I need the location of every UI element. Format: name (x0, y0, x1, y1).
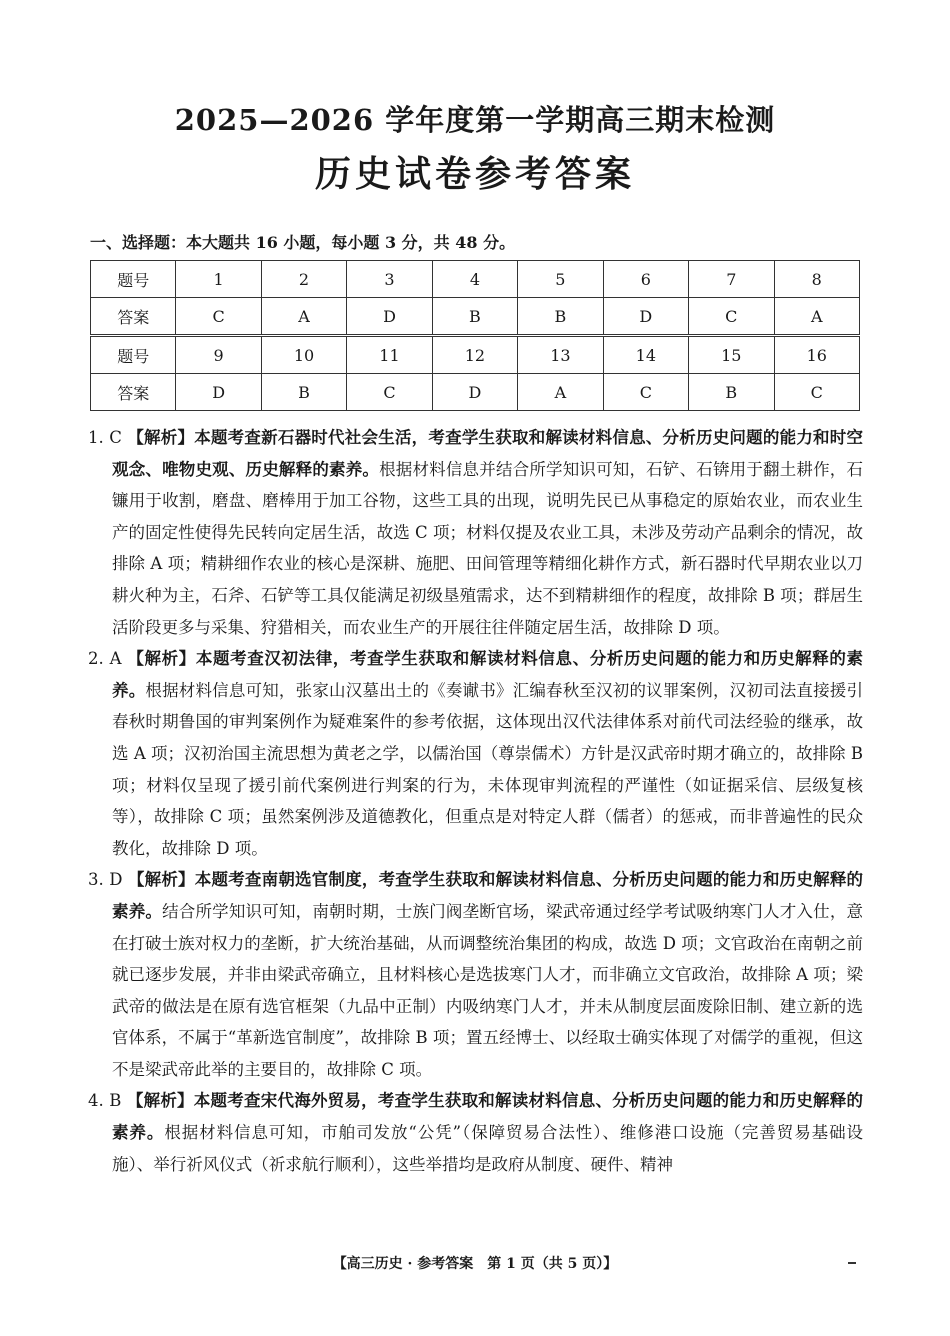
explanations (88, 422, 863, 1180)
section-heading: 一、选择题：本大题共 16 小题，每小题 3 分，共 48 分。 (90, 233, 516, 252)
analysis-label: 【解析】 (127, 649, 196, 669)
explanation-item (88, 643, 863, 864)
answer-cell: C (176, 298, 261, 336)
answer-table (90, 260, 860, 411)
answer-cell: A (261, 298, 346, 336)
analysis-label: 【解析】 (126, 1091, 194, 1111)
analysis-label: 【解析】 (127, 428, 195, 447)
question-number: 1 (176, 261, 261, 298)
table-row (91, 336, 860, 374)
answer-cell: C (347, 374, 432, 411)
question-number: 12 (432, 336, 517, 374)
analysis-body: 结合所学知识可知，南朝时期，士族门阀垄断官场，梁武帝通过经学考试吸纳寒门人才入仕，意在打破士族对权力的垄断，扩大统治基础，从而调整统治集团的构成，故选 D 项；文官政治在南朝之前就已逐步发展，并非由梁武帝确立，且材料核心是选拔寒门人才，而非确立文官政治，故排除 A 项；梁武帝的做法是在原有选官框架（九品中正制）内吸纳寒门人才，并未从制度层面废除旧制、建立新的选官体系，不属于“革新选官制度”，故排除 B 项；置五经博士、以经取士确实体现了对儒学的重视，但这不是梁武帝此举的主要目的，故排除 C 项。 (112, 901, 864, 1079)
analysis-body: 根据材料信息可知，市舶司发放“公凭”（保障贸易合法性）、维修港口设施（完善贸易基础设施）、举行祈风仪式（祈求航行顺利），这些举措均是政府从制度、硬件、精神 (112, 1123, 864, 1174)
row-label-number: 题号 (91, 336, 176, 374)
answer-cell: C (603, 374, 688, 411)
question-number: 15 (689, 336, 774, 374)
answer-cell: B (432, 298, 517, 336)
analysis-lead: 本题考查汉初法律，考查学生获取和解读材料信息、分析历史问题的能力和历史解释的素养。 (112, 649, 864, 700)
answer-cell: D (432, 374, 517, 411)
table-row (91, 298, 860, 336)
answer-cell: D (603, 298, 688, 336)
question-number: 4 (432, 261, 517, 298)
explanation-item (88, 422, 863, 643)
document-title: 历史试卷参考答案 (314, 153, 635, 195)
answer-cell: B (261, 374, 346, 411)
question-number: 9 (176, 336, 261, 374)
corner-mark (848, 1262, 856, 1264)
table-row (91, 374, 860, 411)
question-number: 8 (774, 261, 859, 298)
row-label-answer: 答案 (91, 374, 176, 411)
question-number: 16 (774, 336, 859, 374)
answer-cell: B (689, 374, 774, 411)
analysis-lead: 本题考查宋代海外贸易，考查学生获取和解读材料信息、分析历史问题的能力和历史解释的素养。 (112, 1091, 864, 1143)
answer-cell: B (518, 298, 603, 336)
question-number: 3 (347, 261, 432, 298)
question-number: 13 (518, 336, 603, 374)
answer-cell: A (518, 374, 603, 411)
question-number: 6 (603, 261, 688, 298)
answer-cell: D (176, 374, 261, 411)
question-number: 5 (518, 261, 603, 298)
question-number: 14 (603, 336, 688, 374)
analysis-label: 【解析】 (127, 870, 195, 890)
answer-cell: C (774, 374, 859, 411)
row-label-answer: 答案 (91, 298, 176, 336)
question-number: 11 (347, 336, 432, 374)
question-number: 2 (261, 261, 346, 298)
answer-cell: C (689, 298, 774, 336)
exam-title: 2025—2026 学年度第一学期高三期末检测 (174, 103, 776, 137)
analysis-body: 根据材料信息并结合所学知识可知，石铲、石锛用于翻土耕作，石镰用于收割，磨盘、磨棒用于加工谷物，这些工具的出现，说明先民已从事稳定的原始农业，而农业生产的固定性使得先民转向定居生活，故选 C 项；材料仅提及农业工具，未涉及劳动产品剩余的情况，故排除 A 项；精耕细作农业的核心是深耕、施肥、田间管理等精细化耕作方式，新石器时代早期农业以刀耕火种为主，石斧、石铲等工具仅能满足初级垦殖需求，达不到精耕细作的程度，故排除 B 项；群居生活阶段更多与采集、狩猎相关，而农业生产的开展往往伴随定居生活，故排除 D 项。 (112, 459, 864, 637)
answer-cell: D (347, 298, 432, 336)
explanation-item (88, 864, 863, 1085)
page-footer: 【高三历史 · 参考答案 第 1 页（共 5 页）】 (332, 1256, 618, 1272)
row-label-number: 题号 (91, 261, 176, 298)
analysis-lead: 本题考查南朝选官制度，考查学生获取和解读材料信息、分析历史问题的能力和历史解释的素养。 (112, 870, 864, 921)
question-answer: 4. B (88, 1091, 122, 1111)
explanation-item (88, 1085, 863, 1180)
question-number: 7 (689, 261, 774, 298)
question-answer: 1. C (88, 428, 122, 447)
answer-cell: A (774, 298, 859, 336)
question-answer: 3. D (88, 870, 123, 890)
table-row (91, 261, 860, 298)
analysis-lead: 本题考查新石器时代社会生活，考查学生获取和解读材料信息、分析历史问题的能力和时空观念、唯物史观、历史解释的素养。 (112, 428, 864, 479)
analysis-body: 根据材料信息可知，张家山汉墓出土的《奏谳书》汇编春秋至汉初的议罪案例，汉初司法直接援引春秋时期鲁国的审判案例作为疑难案件的参考依据，这体现出汉代法律体系对前代司法经验的继承，故选 A 项；汉初治国主流思想为黄老之学，以儒治国（尊崇儒术）方针是汉武帝时期才确立的，故排除 B 项；材料仅呈现了援引前代案例进行判案的行为，未体现审判流程的严谨性（如证据采信、层级复核等），故排除 C 项；虽然案例涉及道德教化，但重点是对特定人群（儒者）的惩戒，而非普遍性的民众教化，故排除 D 项。 (112, 680, 864, 858)
question-answer: 2. A (88, 649, 122, 669)
question-number: 10 (261, 336, 346, 374)
